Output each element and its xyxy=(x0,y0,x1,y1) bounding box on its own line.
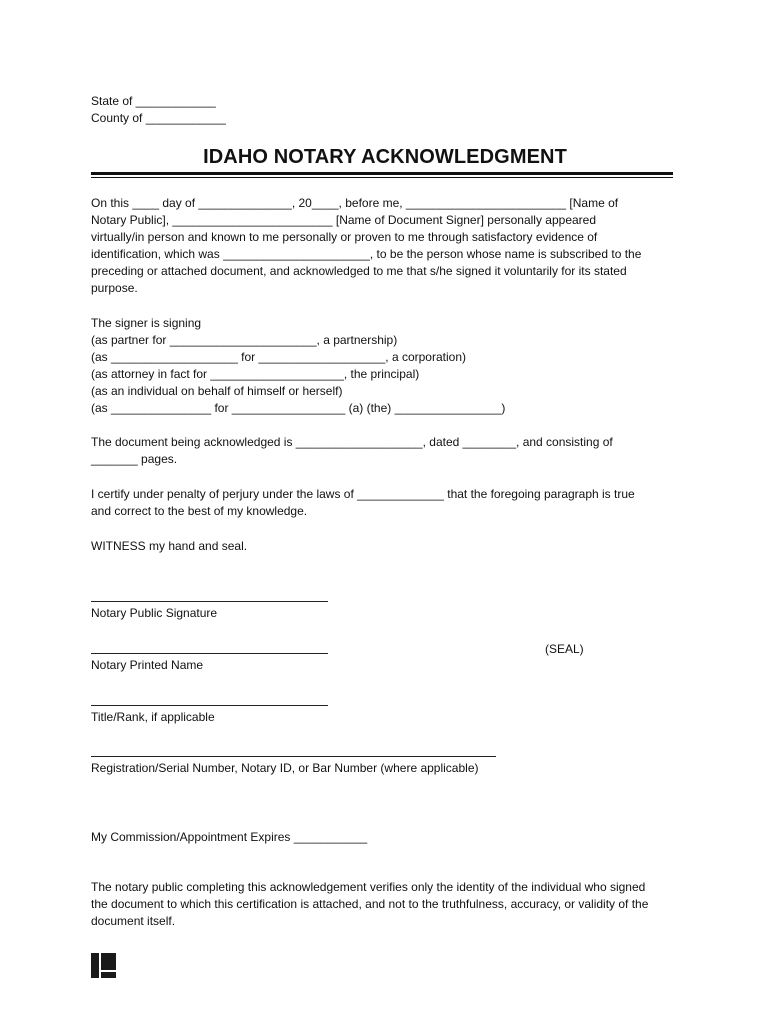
notary-printed-name-line xyxy=(91,653,328,654)
county-line: County of ____________ xyxy=(91,111,226,125)
title-rank-label: Title/Rank, if applicable xyxy=(91,710,215,724)
intro-paragraph xyxy=(91,195,681,297)
disclaimer-paragraph xyxy=(91,879,681,930)
signer-option-other: (as _______________ for _________________ (a) (the) ________________) xyxy=(91,401,506,415)
intro-line: virtually/in person and known to me personally or proven to me through satisfactory evidence of xyxy=(91,230,598,244)
certify-paragraph xyxy=(91,486,681,520)
disclaimer-line: The notary public completing this acknowledgement verifies only the identity of the individual who signed xyxy=(91,880,646,894)
document-info-paragraph xyxy=(91,434,681,468)
title-rule-thin xyxy=(91,177,673,178)
intro-line: On this ____ day of ______________, 20____, before me, ________________________ [Name of xyxy=(91,196,619,210)
registration-line xyxy=(91,756,496,757)
seal-label: (SEAL) xyxy=(545,642,584,656)
intro-line: purpose. xyxy=(91,281,138,295)
title-rank-line xyxy=(91,705,328,706)
registration-label: Registration/Serial Number, Notary ID, or Bar Number (where applicable) xyxy=(91,761,479,775)
signer-option-individual: (as an individual on behalf of himself or herself) xyxy=(91,384,343,398)
disclaimer-line: document itself. xyxy=(91,914,176,928)
notary-signature-label: Notary Public Signature xyxy=(91,606,218,620)
notary-printed-name-label: Notary Printed Name xyxy=(91,658,204,672)
intro-line: identification, which was ______________________, to be the person whose name is subscribed to the xyxy=(91,247,642,261)
disclaimer-line: the document to which this certification is attached, and not to the truthfulness, accuracy, or validity of the xyxy=(91,897,649,911)
notary-signature-line xyxy=(91,601,328,602)
signer-capacity-section xyxy=(91,315,681,417)
title-rule-thick xyxy=(91,172,673,175)
document-info-line: The document being acknowledged is ___________________, dated ________, and consisting of xyxy=(91,435,613,449)
intro-line: Notary Public], ________________________ [Name of Document Signer] personally appeared xyxy=(91,213,597,227)
legal-templates-logo-icon xyxy=(91,953,116,978)
document-info-line: _______ pages. xyxy=(91,452,178,466)
intro-line: preceding or attached document, and acknowledged to me that s/he signed it voluntarily for its stated xyxy=(91,264,627,278)
signer-option-corporation: (as ___________________ for ___________________, a corporation) xyxy=(91,350,466,364)
certify-line: I certify under penalty of perjury under the laws of _____________ that the foregoing paragraph is true xyxy=(91,487,635,501)
signer-option-attorney: (as attorney in fact for ____________________, the principal) xyxy=(91,367,420,381)
certify-line: and correct to the best of my knowledge. xyxy=(91,504,308,518)
commission-expires-line: My Commission/Appointment Expires ___________ xyxy=(91,830,368,844)
signer-heading: The signer is signing xyxy=(91,316,202,330)
state-line: State of ____________ xyxy=(91,94,216,108)
signer-option-partner: (as partner for ______________________, a partnership) xyxy=(91,333,398,347)
document-title: IDAHO NOTARY ACKNOWLEDGMENT xyxy=(203,146,567,168)
witness-line: WITNESS my hand and seal. xyxy=(91,539,248,553)
